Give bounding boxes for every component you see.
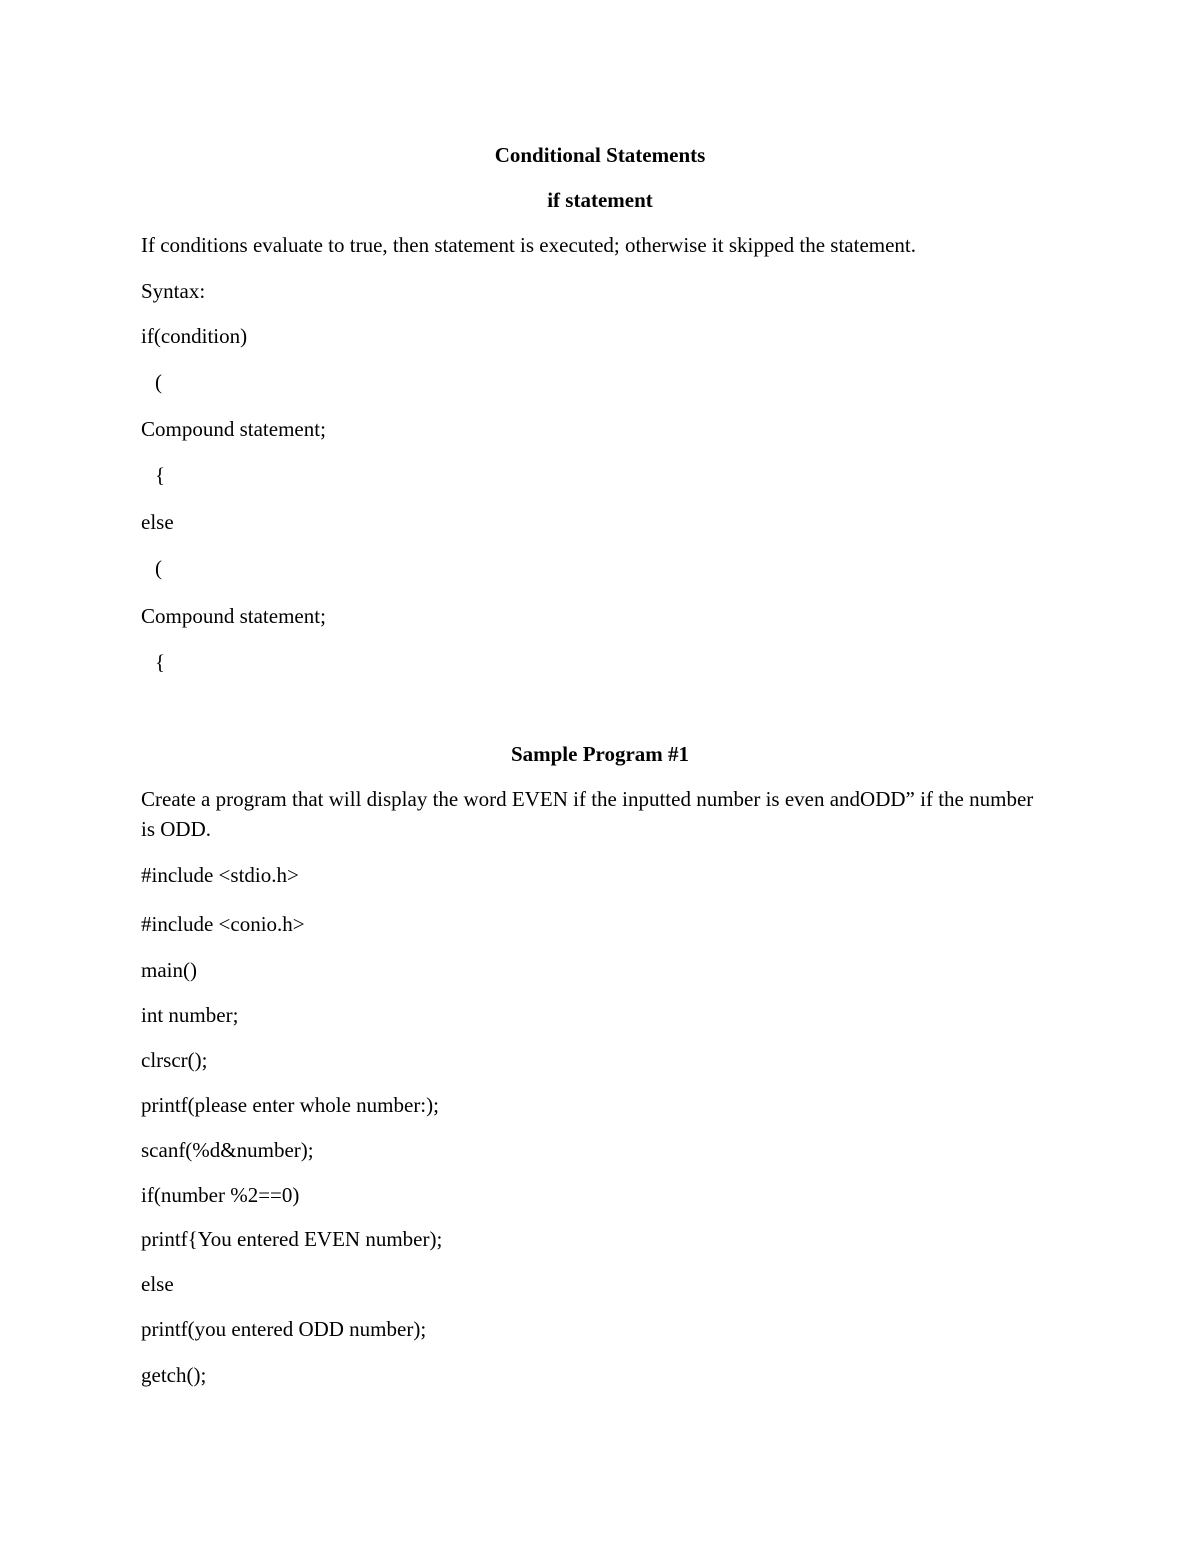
code-line: clrscr(); xyxy=(141,1048,208,1072)
description-text: If conditions evaluate to true, then statement is executed; otherwise it skipped the statement. xyxy=(141,233,917,257)
syntax-line: else xyxy=(141,510,174,534)
syntax-line: ( xyxy=(155,370,162,394)
code-line: main() xyxy=(141,958,197,982)
sample-description: Create a program that will display the word EVEN if the inputted number is even andODD” if the number is ODD. xyxy=(141,787,1034,841)
code-line: else xyxy=(141,1272,174,1296)
syntax-line: ( xyxy=(155,556,162,580)
section-heading: if statement xyxy=(547,188,653,212)
code-line: getch(); xyxy=(141,1363,207,1387)
code-line: printf(please enter whole number:); xyxy=(141,1093,439,1117)
code-line: int number; xyxy=(141,1003,239,1027)
syntax-line: { xyxy=(155,463,166,487)
code-line: printf{You entered EVEN number); xyxy=(141,1227,443,1251)
page-title: Conditional Statements xyxy=(494,143,706,167)
code-line: if(number %2==0) xyxy=(141,1183,300,1207)
code-line: printf(you entered ODD number); xyxy=(141,1317,427,1341)
syntax-label: Syntax: xyxy=(141,279,206,303)
code-line: #include <conio.h> xyxy=(141,912,305,936)
syntax-line: if(condition) xyxy=(141,324,248,348)
code-line: #include <stdio.h> xyxy=(141,863,299,887)
code-line: scanf(%d&number); xyxy=(141,1138,314,1162)
syntax-line: Compound statement; xyxy=(141,417,326,441)
sample-heading: Sample Program #1 xyxy=(510,742,690,766)
syntax-line: { xyxy=(155,650,166,674)
syntax-line: Compound statement; xyxy=(141,604,326,628)
